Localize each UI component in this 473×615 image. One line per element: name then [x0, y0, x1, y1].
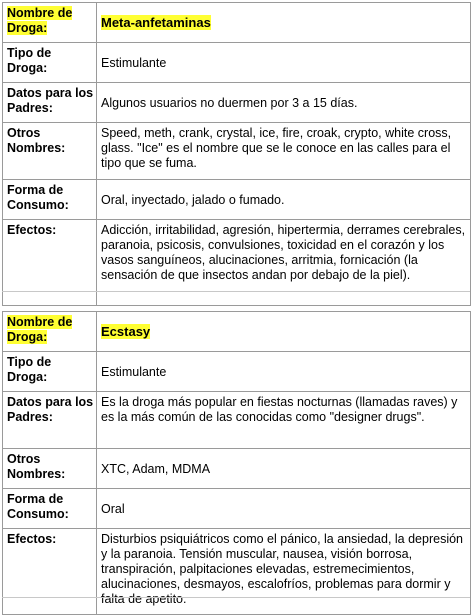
row-value: Disturbios psiquiátricos como el pánico, la ansiedad, la depresión y la paranoia. Tensión muscular, nausea, visión borrosa, transpiración, palpitaciones elevadas, estremecimientos, alucinaciones, desmayos, escalofríos, problemas para dormir y falta de apetito.: [97, 529, 471, 615]
row-label: Otros Nombres:: [3, 123, 97, 180]
row-value: Oral: [97, 489, 471, 529]
drug-table-meth: [2, 2, 471, 306]
table-row-effects: [3, 220, 471, 306]
table-row-parents: [3, 392, 471, 449]
drug-name: Ecstasy: [101, 324, 151, 339]
row-label: Efectos:: [3, 220, 97, 306]
bottom-divider: [2, 597, 470, 598]
drug-name: Meta-anfetaminas: [101, 15, 211, 30]
row-value: Estimulante: [97, 43, 471, 83]
label-cell: [3, 3, 97, 43]
value-cell: [97, 312, 471, 352]
table-row-type: [3, 43, 471, 83]
table-row-consumption: [3, 489, 471, 529]
row-value: XTC, Adam, MDMA: [97, 449, 471, 489]
row-label: Datos para los Padres:: [3, 392, 97, 449]
row-label: Forma de Consumo:: [3, 180, 97, 220]
row-label: Datos para los Padres:: [3, 83, 97, 123]
name-label: Nombre de Droga:: [7, 315, 73, 344]
name-label: Nombre de Droga:: [7, 6, 73, 35]
row-value: Oral, inyectado, jalado o fumado.: [97, 180, 471, 220]
table-row-other-names: [3, 449, 471, 489]
row-value: Es la droga más popular en fiestas nocturnas (llamadas raves) y es la más común de las conocidas como "designer drugs".: [97, 392, 471, 449]
row-label: Efectos:: [3, 529, 97, 615]
row-label: Forma de Consumo:: [3, 489, 97, 529]
table-row-parents: [3, 83, 471, 123]
table-row-name: [3, 312, 471, 352]
value-cell: [97, 3, 471, 43]
drug-table-ecstasy: [2, 311, 471, 615]
table-row-consumption: [3, 180, 471, 220]
row-value: Estimulante: [97, 352, 471, 392]
table-row-effects: [3, 529, 471, 615]
row-label: Tipo de Droga:: [3, 352, 97, 392]
row-label: Otros Nombres:: [3, 449, 97, 489]
row-value: Algunos usuarios no duermen por 3 a 15 días.: [97, 83, 471, 123]
table-row-other-names: [3, 123, 471, 180]
table-row-name: [3, 3, 471, 43]
row-value: Adicción, irritabilidad, agresión, hipertermia, derrames cerebrales, paranoia, psicosis, convulsiones, toxicidad en el corazón y los vasos sanguíneos, alucinaciones, arritmia, fornicación (la sensación de que insectos andan por debajo de la piel).: [97, 220, 471, 306]
label-cell: [3, 312, 97, 352]
row-value: Speed, meth, crank, crystal, ice, fire, croak, crypto, white cross, glass. "Ice" es el nombre que se le conoce en las calles para el tipo que se fuma.: [97, 123, 471, 180]
row-label: Tipo de Droga:: [3, 43, 97, 83]
table-row-type: [3, 352, 471, 392]
section-divider: [2, 291, 470, 292]
